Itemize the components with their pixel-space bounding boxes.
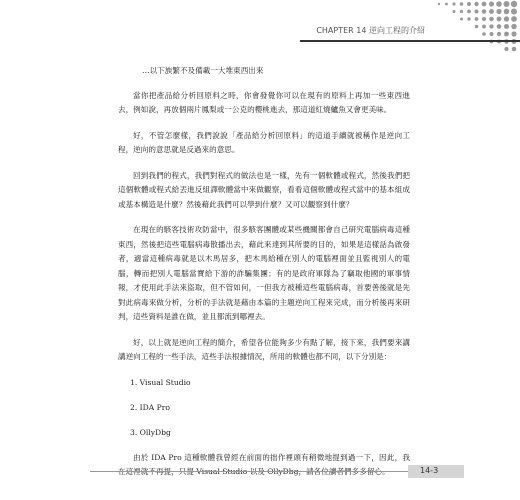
list-item: 2. IDA Pro	[130, 402, 170, 412]
decorative-dot	[460, 10, 463, 13]
decorative-dot	[453, 10, 456, 13]
page-body	[118, 64, 410, 491]
decorative-dot	[482, 32, 486, 36]
decorative-dot	[474, 2, 478, 6]
paragraph-4: 回到我們的程式，我們對程式的做法也是一樣，先有一個軟體或程式，然後我們把這個軟體或程式給丟進反組譯軟體當中來做觀察，看看這個軟體或程式當中的基本組成或基本構造是什麼？然後藉此我們可以學到什麼？又可以觀察到什麼？	[118, 170, 410, 209]
decorative-dot	[489, 9, 494, 14]
decorative-dot	[496, 9, 501, 14]
list-item: 3. OllyDbg	[130, 427, 171, 437]
decorative-dot	[504, 24, 509, 29]
decorative-dot	[496, 1, 502, 7]
decorative-dot	[482, 17, 486, 21]
decorative-dot	[504, 16, 509, 21]
decorative-dot	[511, 1, 517, 7]
decorative-dot	[511, 8, 517, 14]
decorative-dot	[438, 3, 440, 5]
decorative-dot	[497, 17, 502, 22]
decorative-dot-pattern	[435, 0, 520, 55]
decorative-dot	[460, 2, 464, 6]
decorative-dot	[489, 17, 494, 22]
page-number: 14-3	[420, 466, 439, 475]
decorative-dot	[490, 32, 494, 36]
decorative-dot	[489, 24, 493, 28]
decorative-dot	[504, 1, 510, 7]
decorative-dot	[452, 2, 455, 5]
paragraph-1: …以下族繁不及備載一大堆東西出來	[142, 66, 264, 75]
decorative-dot	[467, 17, 470, 20]
list-item: 1. Visual Studio	[130, 377, 191, 387]
decorative-dot	[489, 1, 494, 6]
decorative-dot	[511, 16, 517, 22]
decorative-dot	[475, 25, 479, 29]
decorative-dot	[497, 32, 501, 36]
decorative-dot	[467, 10, 471, 14]
decorative-dot	[504, 32, 509, 37]
decorative-dot	[445, 3, 448, 6]
chapter-title: CHAPTER 14 逆向工程的介紹	[316, 26, 425, 35]
decorative-dot	[504, 9, 510, 15]
decorative-dot	[482, 2, 487, 7]
decorative-dot	[511, 24, 517, 30]
decorative-dot	[467, 2, 471, 6]
decorative-dot	[474, 9, 478, 13]
tool-list	[118, 376, 410, 440]
decorative-dot	[482, 9, 487, 14]
decorative-dot	[475, 17, 479, 21]
header-rule	[300, 40, 520, 42]
paragraph-5: 在現在的駭客技術攻防當中，很多駭客團體或某些機關都會自己研究電腦病毒這種東西，然後把這些電腦病毒散播出去，藉此來達到其所要的目的，如果是這樣話為啟發者，適當這種病毒就是以木馬居多，把木馬給種在別人的電腦裡面並且監視別人的電腦，轉而把別人電腦當寶給下游的詐騙集團；有的是政府軍隊為了竊取他國的軍事情報，才使用此手法來盜取，但不管如何，一但我方被種這些電腦病毒，首要善後就是先對此病毒來做分析，分析的手法就是藉由本篇的主題逆向工程來完成，而分析後再來研判，這些資料是誰在做，並且都流到哪裡去。	[118, 225, 410, 321]
paragraph-7: 由於 IDA Pro 這種軟體我曾經在前面的拙作裡頭有稍微地提到過一下，因此，我	[133, 452, 410, 462]
decorative-dot	[511, 31, 516, 36]
decorative-dot	[504, 47, 508, 51]
paragraph-2: 當你把產品給分析回原料之時，你會發覺你可以在現有的原料上再加一些東西進去，例如說，再放個兩片鳳梨或一公克的櫻桃進去，那這道紅燒鱸魚又會更美味。	[118, 90, 410, 114]
footer-rule	[90, 471, 408, 472]
paragraph-3: 好，不管怎麼樣，我們說說「產品給分析回原料」的這道手續就被稱作是逆向工程，逆向的意思就是反過來的意思。	[118, 130, 410, 154]
decorative-dot	[482, 25, 486, 29]
decorative-dot	[460, 18, 463, 21]
page-header	[0, 0, 520, 60]
decorative-dot	[512, 47, 517, 52]
paragraph-6: 好，以上就是逆向工程的簡介，希望各位能夠多少有點了解，接下來，我們要來講講逆向工程的一些手法，這些手法根據情況，所用的軟體也都不同，以下分別是：	[118, 337, 410, 361]
decorative-dot	[497, 24, 502, 29]
